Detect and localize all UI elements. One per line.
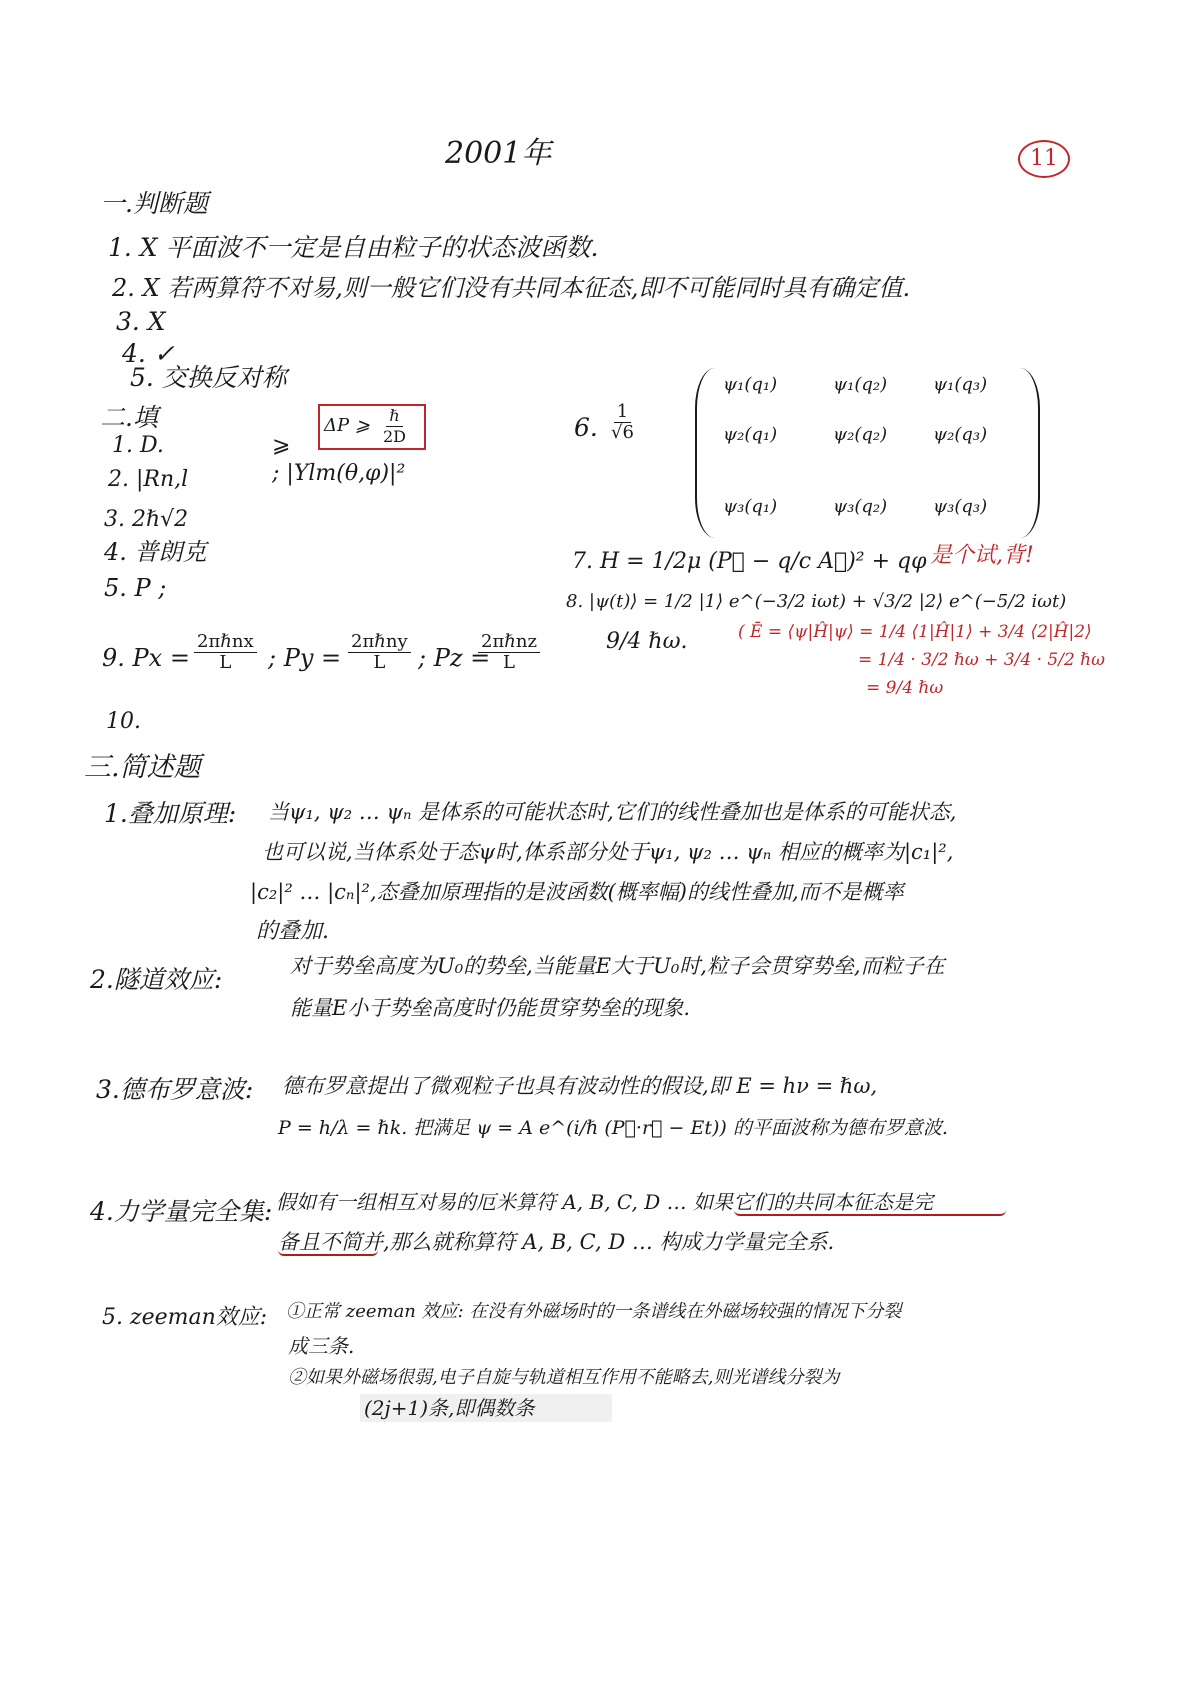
s2-q8-equation: 8. |ψ(t)⟩ = 1/2 |1⟩ e^(−3/2 iωt) + √3/2 |2⟩ e^(−5/2 iωt) <box>566 591 1067 612</box>
q9-pz-num: 2πℏnz <box>478 632 540 653</box>
matrix-cell: ψ₁(q₃) <box>933 374 988 395</box>
page-number-circle: 11 <box>1018 140 1070 178</box>
uncertainty-box <box>318 404 426 450</box>
matrix-right-bracket <box>1020 368 1040 538</box>
s3-a1-line-1: 当ψ₁, ψ₂ … ψₙ 是体系的可能状态时,它们的线性叠加也是体系的可能状态, <box>268 800 957 824</box>
s3-a5-line-1: ①正常 zeeman 效应: 在没有外磁场时的一条谱线在外磁场较强的情况下分裂 <box>286 1301 902 1322</box>
wavy-underline <box>734 1208 1006 1216</box>
slater-determinant <box>695 368 1040 538</box>
s2-q10: 10. <box>106 709 141 734</box>
s2-q2-label: 2. |Rn,l <box>108 467 189 492</box>
s1-item-3: 3. X <box>116 307 166 336</box>
s3-a4-label: 4.力学量完全集: <box>90 1197 273 1226</box>
s1-item-1: 1. X 平面波不一定是自由粒子的状态波函数. <box>108 233 599 262</box>
year-heading: 2001年 <box>445 136 552 171</box>
q9-px-den: L <box>219 652 232 673</box>
s1-item-4: 4. ✓ <box>122 339 175 368</box>
q9-pz-den: L <box>503 652 515 673</box>
q6-prefactor <box>608 402 637 443</box>
s2-q9-label: 9. Px = <box>102 644 190 672</box>
s2-q8-value: 9/4 ℏω. <box>606 629 688 654</box>
s2-q5: 5. P ; <box>104 574 167 602</box>
matrix-left-bracket <box>695 368 715 538</box>
box-lhs: ΔP ⩾ <box>324 415 370 436</box>
s2-q2-rest: ; |Ylm(θ,φ)|² <box>272 461 406 486</box>
s2-q6-label: 6. <box>574 413 598 442</box>
s2-q8-red-line-1: ( Ē = ⟨ψ|Ĥ|ψ⟩ = 1/4 ⟨1|Ĥ|1⟩ + 3/4 ⟨2|Ĥ|2⟩ <box>738 622 1092 642</box>
matrix-cell: ψ₃(q₃) <box>933 496 988 517</box>
matrix-cell: ψ₃(q₁) <box>723 496 778 517</box>
s3-a5-label: 5. zeeman效应: <box>102 1305 268 1330</box>
q9-py-den: L <box>373 652 386 673</box>
s2-q1-label: 1. D. <box>112 433 164 458</box>
section-1-title: 一.判断题 <box>100 189 208 218</box>
s3-a2-label: 2.隧道效应: <box>90 965 223 994</box>
s3-a3-line-1: 德布罗意提出了微观粒子也具有波动性的假设,即 E = hν = ℏω, <box>282 1074 878 1098</box>
s3-a2-line-2: 能量E小于势垒高度时仍能贯穿势垒的现象. <box>290 996 691 1020</box>
s3-a3-line-2: P = h/λ = ℏk. 把满足 ψ = A e^(i/ℏ (P⃗·r⃗ − Et)) 的平面波称为德布罗意波. <box>278 1117 948 1139</box>
s3-a5-line-4: (2j+1)条,即偶数条 <box>364 1396 535 1420</box>
s2-q9-py-label: ; Py = <box>268 644 342 672</box>
wavy-underline <box>278 1248 378 1256</box>
s3-a5-line-2: 成三条. <box>288 1334 355 1358</box>
matrix-cell: ψ₂(q₃) <box>933 424 988 445</box>
s2-q7-note: 是个试,背! <box>930 543 1034 568</box>
s1-item-2: 2. X 若两算符不对易,则一般它们没有共同本征态,即不可能同时具有确定值. <box>112 274 911 302</box>
s3-a1-line-3: |c₂|² … |cₙ|²,态叠加原理指的是波函数(概率幅)的线性叠加,而不是概率 <box>250 880 904 904</box>
box-fraction-num: ℏ <box>386 406 402 427</box>
q6-prefactor-num: 1 <box>614 402 631 423</box>
q9-py-fraction <box>348 632 411 673</box>
q6-prefactor-den: √6 <box>611 422 634 443</box>
s3-a1-line-4: 的叠加. <box>256 919 329 944</box>
s2-q8-red-line-2: = 1/4 · 3/2 ℏω + 3/4 · 5/2 ℏω <box>858 650 1105 670</box>
matrix-cell: ψ₃(q₂) <box>833 496 888 517</box>
q9-py-num: 2πℏny <box>348 632 411 653</box>
s3-a4-line-2: 备且不简并,那么就称算符 A, B, C, D … 构成力学量完全系. <box>278 1230 835 1254</box>
s2-q9-pz-label: ; Pz = <box>418 644 491 672</box>
matrix-cell: ψ₁(q₂) <box>833 374 888 395</box>
s2-q4: 4. 普朗克 <box>104 538 207 566</box>
s1-item-5: 5. 交换反对称 <box>130 363 287 392</box>
s2-q8-red-line-3: = 9/4 ℏω <box>866 678 944 698</box>
q9-px-fraction <box>194 632 257 673</box>
s3-a1-label: 1.叠加原理: <box>104 799 237 828</box>
s2-q7-equation: 7. H = 1/2μ (P⃗ − q/c A⃗)² + qφ <box>572 549 927 574</box>
section-2-title: 二.填 <box>100 403 158 432</box>
matrix-cell: ψ₂(q₂) <box>833 424 888 445</box>
matrix-cell: ψ₂(q₁) <box>723 424 778 445</box>
matrix-cell: ψ₁(q₁) <box>723 374 778 395</box>
s2-q3: 3. 2ℏ√2 <box>104 507 189 532</box>
box-fraction <box>380 406 409 447</box>
box-fraction-den: 2D <box>383 427 407 446</box>
s3-a5-line-3: ②如果外磁场很弱,电子自旋与轨道相互作用不能略去,则光谱线分裂为 <box>288 1367 840 1388</box>
s3-a4-line-1: 假如有一组相互对易的厄米算符 A, B, C, D … 如果它们的共同本征态是完 <box>276 1190 933 1214</box>
q9-px-num: 2πℏnx <box>194 632 257 653</box>
s3-a2-line-1: 对于势垒高度为U₀的势垒,当能量E大于U₀时,粒子会贯穿势垒,而粒子在 <box>290 954 945 978</box>
s2-q1-arrow: ⩾ <box>272 433 291 458</box>
section-3-title: 三.简述题 <box>84 752 201 783</box>
q9-pz-fraction <box>478 632 540 673</box>
s3-a3-label: 3.德布罗意波: <box>96 1075 254 1104</box>
s3-a1-line-2: 也可以说,当体系处于态ψ时,体系部分处于ψ₁, ψ₂ … ψₙ 相应的概率为|c₁|², <box>262 840 954 864</box>
